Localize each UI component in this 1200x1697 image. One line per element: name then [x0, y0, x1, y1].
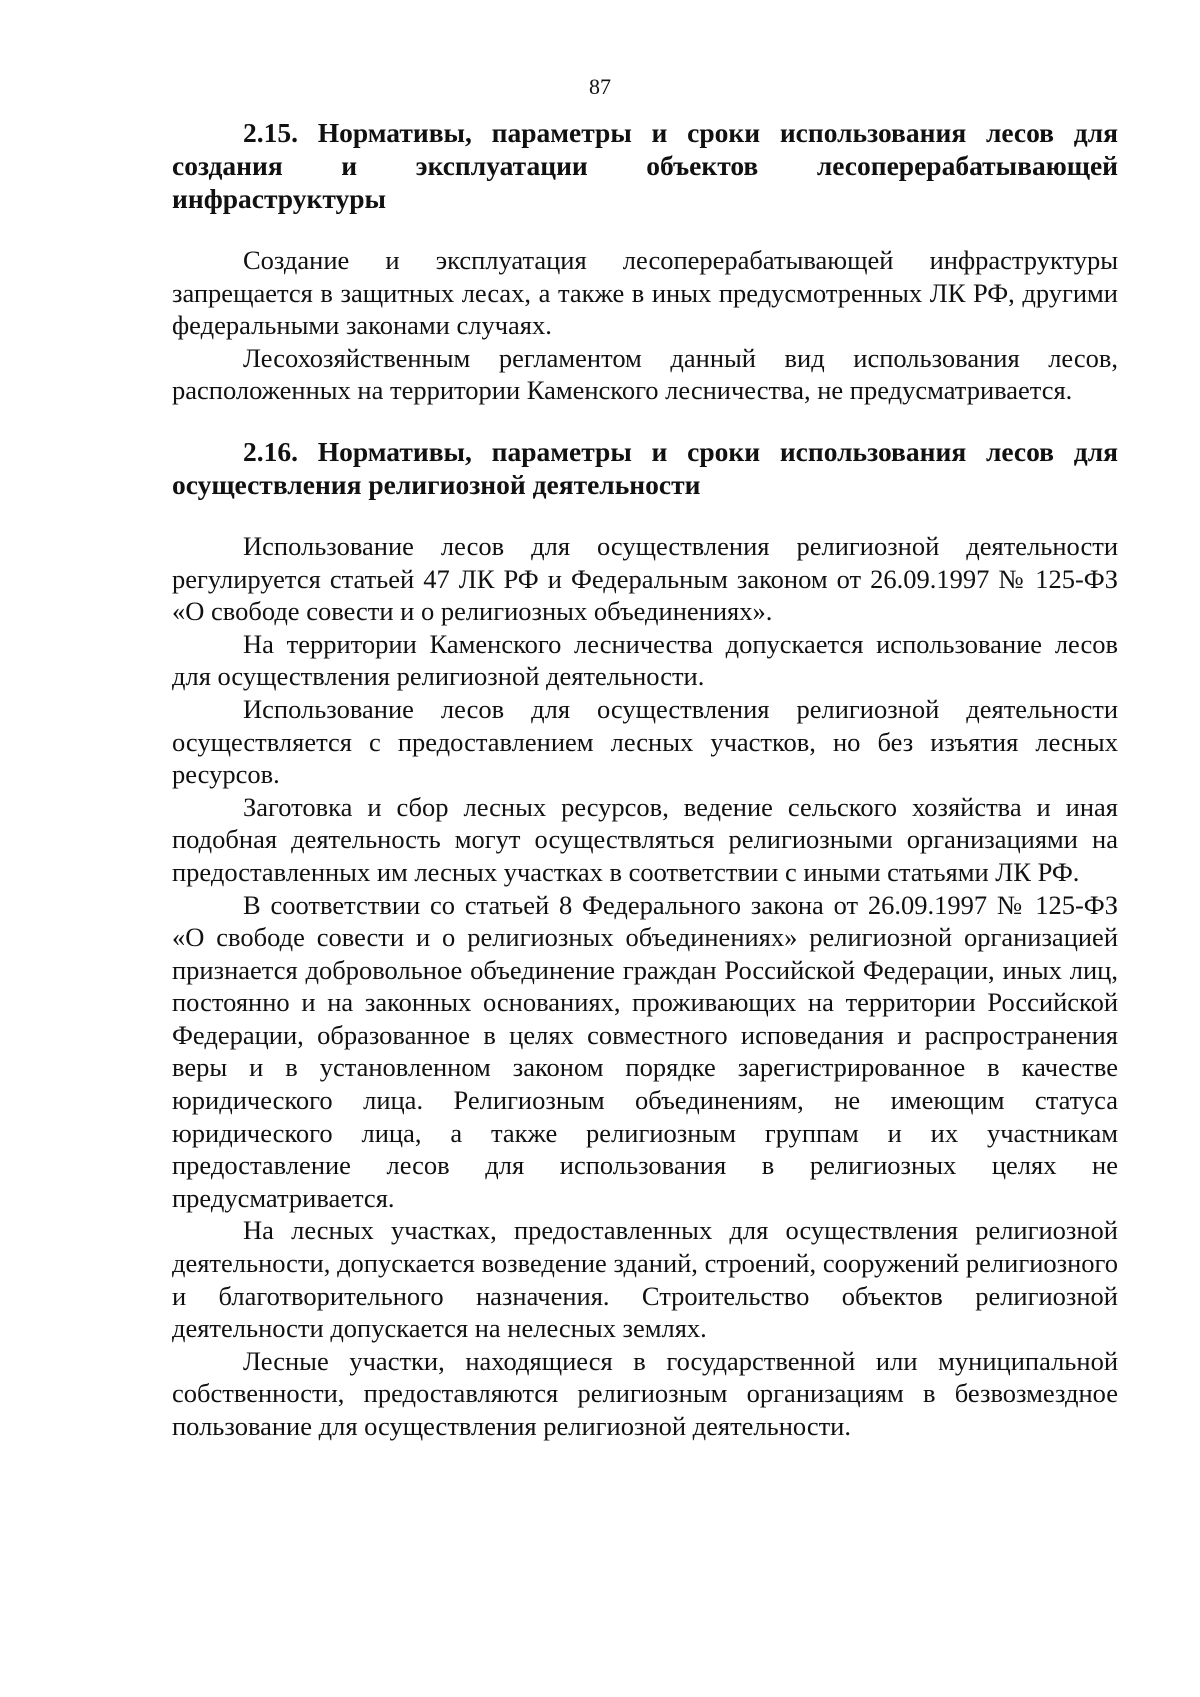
- paragraph: На территории Каменского лесничества допускается использование лесов для осуществления религиозной деятельности.: [172, 628, 1118, 692]
- section-heading-2-16: 2.16. Нормативы, параметры и сроки использования лесов для осуществления религиозной деятельности: [172, 435, 1118, 500]
- paragraph: Заготовка и сбор лесных ресурсов, ведение сельского хозяйства и иная подобная деятельность могут осуществляться религиозными организациями на предоставленных им лесных участках в соответствии с иными статьями ЛК РФ.: [172, 791, 1118, 887]
- page-number: 87: [589, 74, 611, 99]
- paragraph: Использование лесов для осуществления религиозной деятельности регулируется статьей 47 ЛК РФ и Федеральным законом от 26.09.1997 № 125-ФЗ «О свободе совести и о религиозных объединениях».: [172, 530, 1118, 627]
- paragraph: Лесные участки, находящиеся в государственной или муниципальной собственности, предоставляются религиозным организациям в безвозмездное пользование для осуществления религиозной деятельности.: [172, 1345, 1118, 1441]
- page-content: [172, 116, 1118, 1443]
- paragraph: Лесохозяйственным регламентом данный вид использования лесов, расположенных на территории Каменского лесничества, не предусматривается.: [172, 342, 1118, 406]
- paragraph: В соответствии со статьей 8 Федерального закона от 26.09.1997 № 125-ФЗ «О свободе совести и о религиозных объединениях» религиозной организацией признается добровольное объединение граждан Российской Федерации, иных лиц, постоянно и на законных основаниях, проживающих на территории Российской Федерации, образованное в целях совместного исповедания и распространения веры и в установленном законом порядке зарегистрированное в качестве юридического лица. Религиозным объединениям, не имеющим статуса юридического лица, а также религиозным группам и их участникам предоставление лесов для использования в религиозных целях не предусматривается.: [172, 889, 1118, 1213]
- section-heading-2-15: 2.15. Нормативы, параметры и сроки использования лесов для создания и эксплуатации объектов лесоперерабатывающей инфраструктуры: [172, 117, 1118, 214]
- paragraph: Использование лесов для осуществления религиозной деятельности осуществляется с предоставлением лесных участков, но без изъятия лесных ресурсов.: [172, 693, 1118, 790]
- paragraph: Создание и эксплуатация лесоперерабатывающей инфраструктуры запрещается в защитных лесах, а также в иных предусмотренных ЛК РФ, другими федеральными законами случаях.: [172, 245, 1118, 341]
- paragraph: На лесных участках, предоставленных для осуществления религиозной деятельности, допускается возведение зданий, строений, сооружений религиозного и благотворительного назначения. Строительство объектов религиозной деятельности допускается на нелесных землях.: [172, 1215, 1118, 1344]
